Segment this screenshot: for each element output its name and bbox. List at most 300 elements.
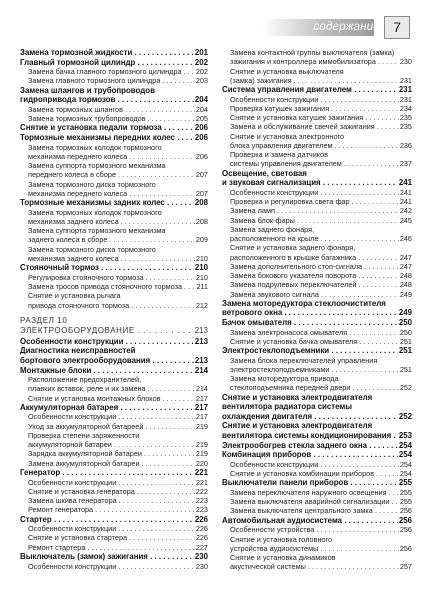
toc-entry-title: Замена выключателя аварийной сигнализации . . . <box>230 497 412 506</box>
toc-entry-title: акустической системы . . . <box>230 562 412 571</box>
toc-entry-title: Особенности конструкции . . . <box>230 460 412 469</box>
toc-entry-title: Диагностика неисправностей <box>20 346 136 356</box>
toc-entry-main <box>20 403 208 413</box>
toc-page-number: 255 <box>399 487 412 497</box>
toc-entry-sub <box>222 290 412 299</box>
toc-entry-sub <box>222 262 412 271</box>
toc-entry-sub <box>20 431 208 440</box>
toc-entry-sub <box>222 122 412 131</box>
toc-entry-title: Снятие и установка электронного <box>230 131 345 141</box>
toc-entry-title: Замена тормозного диска тормозного <box>28 244 156 254</box>
toc-entry-title: Выключатели панели приборов . . . <box>222 478 412 487</box>
toc-page-number: 231 <box>399 94 412 104</box>
toc-entry-title: привода стояночного тормоза . . . <box>28 301 208 310</box>
toc-entry-title: Проверка степени заряженности <box>28 430 140 440</box>
toc-entry-sub <box>20 533 208 542</box>
toc-entry-title: Расположение предохранителей, <box>28 375 142 385</box>
toc-entry-title: Уход за аккумуляторной батареей . . . <box>28 422 208 431</box>
toc-entry-title: Замена электронасоса омывателя . . . <box>230 328 412 337</box>
toc-page-number: 248 <box>399 271 412 281</box>
toc-entry-sub <box>222 374 412 383</box>
toc-page-number: 255 <box>398 478 412 488</box>
toc-page-number: 226 <box>195 524 208 534</box>
toc-page-number: 247 <box>399 261 412 271</box>
toc-entry-sub <box>222 497 412 506</box>
toc-entry-title: Бачок омывателя . . . <box>222 318 412 327</box>
toc-entry-title: Замена бачка главного тормозного цилиндра . . . <box>28 67 208 76</box>
toc-page-number: 217 <box>194 402 208 412</box>
toc-entry-title: Особенности конструкции . . . <box>230 95 412 104</box>
toc-entry-title: Снятие и установка бачка омывателя . . . <box>230 337 412 346</box>
toc-entry-main <box>222 412 412 422</box>
toc-entry-main <box>20 133 208 143</box>
toc-entry-sub <box>20 114 208 123</box>
toc-entry-sub <box>20 226 208 235</box>
page-header <box>0 15 432 40</box>
toc-entry-main <box>222 421 412 431</box>
toc-entry-sub <box>20 394 208 403</box>
toc-entry-sub <box>20 152 208 161</box>
toc-entry-title: Ремонт генератора . . . <box>28 505 208 514</box>
toc-entry-title: Замена главного тормозного цилиндра . . . <box>28 76 208 85</box>
toc-entry-sub <box>222 488 412 497</box>
toc-entry-title: Проверка и регулировка света фар . . . <box>230 197 412 206</box>
toc-entry-sub <box>222 225 412 234</box>
toc-entry-sub <box>20 543 208 552</box>
toc-entry-title: Стартер . . . <box>20 515 208 524</box>
toc-page-number: 213 <box>194 355 208 365</box>
toc-entry-title: механизма переднего колеса . . . <box>28 152 208 161</box>
toc-page-number: 236 <box>399 140 412 150</box>
toc-entry-title: Замена тормозной жидкости . . . <box>20 48 208 57</box>
toc-entry-title: вентилятора радиатора системы <box>222 402 353 412</box>
toc-page-number: 256 <box>399 525 412 535</box>
toc-entry-title: Замена моторедуктора привода <box>230 374 339 384</box>
toc-page-number: 221 <box>195 477 208 487</box>
toc-page-number: 247 <box>399 252 412 262</box>
toc-page-number: 219 <box>195 449 208 459</box>
toc-entry-title: Особенности конструкции . . . <box>230 188 412 197</box>
toc-page-number: 210 <box>194 263 208 273</box>
toc-entry-sub <box>20 161 208 170</box>
toc-entry-sub <box>222 57 412 66</box>
toc-entry-title: Снятие и установка педали тормоза . . . <box>20 123 208 132</box>
toc-entry-title: ЭЛЕКТРООБОРУДОВАНИЕ . . . <box>20 326 208 335</box>
toc-entry-sub <box>222 328 412 337</box>
toc-entry-sub <box>222 159 412 168</box>
toc-entry-title: Снятие и установка генератора . . . <box>28 487 208 496</box>
toc-page-number: 254 <box>399 459 412 469</box>
toc-entry-sub <box>20 291 208 300</box>
section-heading <box>20 326 208 337</box>
toc-entry-sub <box>20 524 208 533</box>
toc-page-number: 249 <box>398 308 412 318</box>
toc-page-number: 253 <box>398 431 412 441</box>
toc-entry-main <box>20 48 208 58</box>
toc-page-number: 241 <box>398 178 412 188</box>
toc-page-number: 231 <box>399 75 412 85</box>
toc-entry-title: ветрового окна . . . <box>222 308 412 317</box>
toc-entry-title: Замена контактной группы выключателя (замка) <box>230 48 395 57</box>
toc-entry-sub <box>20 235 208 244</box>
toc-entry-title: Особенности конструкции . . . <box>28 412 208 421</box>
toc-entry-main <box>222 450 412 460</box>
toc-entry-sub <box>20 375 208 384</box>
toc-page-number: 250 <box>398 317 412 327</box>
toc-entry-sub <box>20 245 208 254</box>
toc-entry-main <box>222 178 412 188</box>
toc-page-number: 209 <box>195 235 208 245</box>
toc-entry-title: Замена тормозных колодок тормозного <box>28 207 162 217</box>
toc-entry-title: Электростеклоподъемники . . . <box>222 346 412 355</box>
toc-entry-sub <box>222 253 412 262</box>
toc-page-number: 212 <box>195 300 208 310</box>
toc-entry-title: расположенного на крыле . . . <box>230 234 412 243</box>
toc-entry-title: Замена и обслуживание свечей зажигания . . . <box>230 122 412 131</box>
toc-page-number: 231 <box>398 85 412 94</box>
toc-entry-sub <box>20 217 208 226</box>
toc-entry-title: Замена выключателя центрального замка . . . <box>230 506 412 515</box>
toc-page-number: 201 <box>194 48 208 57</box>
toc-entry-title: Стояночный тормоз . . . <box>20 263 208 272</box>
toc-entry-sub <box>20 273 208 282</box>
toc-entry-sub <box>222 150 412 159</box>
toc-entry-main <box>222 393 412 403</box>
toc-entry-title: Снятие и установка головного <box>230 534 333 544</box>
toc-entry-main <box>222 431 412 441</box>
toc-entry-sub <box>222 104 412 113</box>
toc-right-column <box>222 48 412 572</box>
toc-entry-sub <box>222 67 412 76</box>
toc-entry-sub <box>20 105 208 114</box>
toc-entry-title: Проверка и замена датчиков <box>230 150 328 160</box>
toc-entry-title: Освещение, световая <box>222 168 307 178</box>
toc-entry-title: стеклоподъемника передней двери . . . <box>230 383 412 392</box>
toc-entry-title: Особенности конструкции . . . <box>28 562 208 571</box>
toc-entry-sub <box>222 243 412 252</box>
toc-page-number: 221 <box>194 467 208 477</box>
toc-entry-title: (замка) зажигания . . . <box>230 76 412 85</box>
toc-entry-title: охлаждения двигателя . . . <box>222 412 412 421</box>
toc-page-number: 211 <box>196 282 208 291</box>
toc-entry-main <box>222 169 412 179</box>
toc-page-number: 210 <box>195 272 208 282</box>
toc-page-number: 230 <box>194 551 208 561</box>
toc-entry-sub <box>222 469 412 478</box>
toc-entry-sub <box>222 76 412 85</box>
toc-entry-main <box>20 263 208 273</box>
toc-entry-title: Замена тормозных шлангов . . . <box>28 105 208 114</box>
toc-entry-sub <box>20 422 208 431</box>
toc-entry-sub <box>20 282 208 291</box>
toc-page-number: 226 <box>194 514 208 524</box>
toc-entry-title: Замена аккумуляторной батареи . . . <box>28 459 208 468</box>
toc-entry-sub <box>222 141 412 150</box>
toc-page-number: 203 <box>195 76 208 86</box>
toc-entry-sub <box>20 208 208 217</box>
toc-entry-title: Монтажные блоки . . . <box>20 366 208 375</box>
toc-page-number: 250 <box>399 327 412 337</box>
toc-entry-main <box>222 346 412 356</box>
toc-entry-title: вентилятора системы кондиционирования . . . <box>222 431 412 440</box>
toc-page-number: 254 <box>398 440 412 450</box>
toc-entry-title: Замена тормозного диска тормозного <box>28 179 156 189</box>
toc-page-number: 206 <box>195 151 208 161</box>
toc-entry-title: Замена тросов привода стояночного тормоза . . . <box>28 282 208 291</box>
toc-entry-title: Замена суппорта тормозного механизма <box>28 161 166 171</box>
toc-page-number: 252 <box>398 411 412 421</box>
toc-page-number: 222 <box>195 486 208 496</box>
header-title: содержание <box>313 21 380 33</box>
toc-page-number: 249 <box>399 289 412 299</box>
toc-entry-title: плавких вставок, реле и их замена . . . <box>28 384 208 393</box>
toc-entry-main <box>222 318 412 328</box>
toc-page-number: 213 <box>194 326 208 336</box>
toc-entry-title: Ремонт стартера . . . <box>28 543 208 552</box>
toc-entry-title: Проверка катушек зажигания . . . <box>230 104 412 113</box>
toc-entry-main <box>222 308 412 318</box>
toc-entry-title: Система управления двигателем . . . <box>222 85 412 94</box>
toc-page-number: 207 <box>195 170 208 180</box>
toc-entry-title: Замена бокового указателя поворота . . . <box>230 271 412 280</box>
toc-entry-sub <box>222 113 412 122</box>
toc-entry-sub <box>222 356 412 365</box>
toc-page-number: 242 <box>399 206 412 216</box>
toc-entry-title: Замена блок-фары . . . <box>230 216 412 225</box>
toc-entry-sub <box>20 170 208 179</box>
toc-entry-sub <box>222 197 412 206</box>
toc-entry-title: Снятие и установка комбинации приборов . . . <box>230 469 412 478</box>
toc-entry-sub <box>222 188 412 197</box>
toc-entry-title: Замена заднего фонаря, <box>230 224 315 234</box>
toc-entry-main <box>20 366 208 376</box>
toc-entry-title: и звуковая сигнализация . . . <box>222 178 412 187</box>
toc-page-number: 208 <box>195 216 208 226</box>
toc-entry-title: Замена шлангов и трубопроводов <box>20 85 155 95</box>
toc-entry-title: Замена подрулевых переключателей . . . <box>230 280 412 289</box>
toc-entry-sub <box>20 189 208 198</box>
toc-entry-sub <box>20 412 208 421</box>
toc-entry-sub <box>222 271 412 280</box>
toc-entry-main <box>20 86 208 96</box>
toc-entry-title: Замена переключателя наружного освещения . . . <box>230 488 412 497</box>
toc-entry-sub <box>222 216 412 225</box>
toc-entry-title: РАЗДЕЛ 10 <box>20 315 68 325</box>
toc-entry-title: Снятие и установка электродвигателя <box>222 392 373 402</box>
toc-page-number: 208 <box>194 198 208 208</box>
toc-entry-title: Особенности устройства . . . <box>230 525 412 534</box>
toc-entry-sub <box>222 234 412 243</box>
toc-entry-sub <box>222 337 412 346</box>
toc-page-number: 219 <box>195 440 208 450</box>
toc-entry-main <box>222 441 412 451</box>
toc-entry-title: Электрообогрев стекла заднего окна . . . <box>222 441 412 450</box>
toc-entry-sub <box>222 365 412 374</box>
toc-entry-main <box>20 95 208 105</box>
toc-entry-sub <box>222 206 412 215</box>
toc-entry-main <box>20 58 208 68</box>
toc-page-number: 252 <box>399 383 412 393</box>
toc-entry-sub <box>20 180 208 189</box>
toc-entry-sub <box>222 280 412 289</box>
toc-entry-title: Замена тормозных колодок тормозного <box>28 142 162 152</box>
toc-page-number: 217 <box>195 393 208 403</box>
toc-entry-main <box>20 515 208 525</box>
toc-entry-title: заднего колеса в сборе . . . <box>28 235 208 244</box>
toc-page-number: 245 <box>399 215 412 225</box>
toc-entry-title: Снятие и установка рычага <box>28 291 121 301</box>
toc-entry-main <box>222 516 412 526</box>
toc-entry-sub <box>20 143 208 152</box>
toc-page-number: 235 <box>399 122 412 132</box>
toc-page-number: 223 <box>195 505 208 515</box>
toc-page-number: 257 <box>399 562 412 572</box>
toc-entry-title: устройства аудиосистемы . . . <box>230 544 412 553</box>
section-heading <box>20 316 208 327</box>
toc-entry-title: Замена суппорта тормозного механизма <box>28 226 166 236</box>
toc-entry-title: Снятие и установка выключателя <box>230 66 344 76</box>
toc-entry-title: Комбинация приборов . . . <box>222 450 412 459</box>
toc-entry-title: гидропривода тормозов . . . <box>20 95 208 104</box>
toc-page-number: 226 <box>195 533 208 543</box>
toc-entry-title: Тормозные механизмы задних колес . . . <box>20 198 208 207</box>
toc-entry-sub <box>222 535 412 544</box>
toc-entry-title: Снятие и установка электродвигателя <box>222 421 373 431</box>
toc-page-number: 204 <box>195 104 208 114</box>
toc-entry-main <box>20 552 208 562</box>
toc-entry-sub <box>20 301 208 310</box>
toc-entry-sub <box>222 562 412 571</box>
toc-entry-title: Замена блока переключателей управления <box>230 355 378 365</box>
toc-entry-sub <box>222 553 412 562</box>
toc-entry-title: бортового электрооборудования . . . <box>20 356 208 365</box>
toc-entry-sub <box>20 478 208 487</box>
toc-entry-main <box>20 356 208 366</box>
toc-page-number: 230 <box>399 57 412 67</box>
toc-entry-main <box>222 402 412 412</box>
toc-entry-main <box>20 337 208 347</box>
toc-entry-sub <box>222 506 412 515</box>
toc-entry-sub <box>20 459 208 468</box>
toc-page-number: 255 <box>399 497 412 507</box>
toc-entry-main <box>20 346 208 356</box>
toc-page-number: 202 <box>195 67 208 77</box>
toc-page-number: 206 <box>194 123 208 133</box>
toc-page-number: 235 <box>399 113 412 123</box>
toc-page-number: 251 <box>399 364 412 374</box>
toc-entry-title: механизма переднего колеса . . . <box>28 189 208 198</box>
toc-page-number: 254 <box>398 450 412 460</box>
toc-entry-sub <box>20 496 208 505</box>
toc-entry-main <box>20 198 208 208</box>
toc-entry-title: переднего колеса в сборе . . . <box>28 170 208 179</box>
toc-entry-sub <box>222 383 412 392</box>
toc-entry-title: Тормозные механизмы передних колес . . . <box>20 133 208 142</box>
toc-entry-sub <box>222 525 412 534</box>
toc-left-column <box>20 48 208 571</box>
toc-entry-title: Главный тормозной цилиндр . . . <box>20 58 208 67</box>
toc-entry-sub <box>20 254 208 263</box>
toc-entry-title: аккумуляторной батареи . . . <box>28 440 208 449</box>
toc-entry-title: Снятие и установка катушек зажигания . . . <box>230 113 412 122</box>
toc-entry-title: зажигания и контроллера иммобилизатора . . . <box>230 57 412 66</box>
toc-entry-sub <box>20 505 208 514</box>
toc-entry-sub <box>222 132 412 141</box>
toc-entry-title: системы управления двигателем . . . <box>230 159 412 168</box>
toc-entry-title: Замена шкива генератора . . . <box>28 496 208 505</box>
toc-entry-title: электростеклоподъемниками . . . <box>230 365 412 374</box>
toc-entry-title: механизма заднего колеса . . . <box>28 217 208 226</box>
toc-page-number: 204 <box>194 95 208 105</box>
toc-page-number: 256 <box>398 515 412 525</box>
toc-entry-title: Снятие и установка монтажных блоков . . . <box>28 394 208 403</box>
toc-page-number: 223 <box>195 496 208 506</box>
toc-page-number: 214 <box>195 384 208 394</box>
toc-page-number: 206 <box>194 132 208 142</box>
toc-entry-title: Особенности конструкции . . . <box>20 337 208 346</box>
toc-entry-main <box>20 468 208 478</box>
toc-entry-main <box>20 123 208 133</box>
toc-entry-title: Снятие и установка динамиков <box>230 553 336 562</box>
toc-page-number: 220 <box>195 458 208 468</box>
toc-page-number: 214 <box>194 365 208 375</box>
toc-entry-sub <box>222 95 412 104</box>
toc-entry-main <box>222 85 412 95</box>
toc-entry-title: Аккумуляторная батарея . . . <box>20 403 208 412</box>
toc-page-number: 210 <box>195 253 208 263</box>
toc-entry-title: Генератор . . . <box>20 468 208 477</box>
toc-entry-title: Автомобильная аудиосистема . . . <box>222 516 412 525</box>
toc-entry-title: расположенного в крышке багажника . . . <box>230 253 412 262</box>
toc-entry-title: Снятие и установка заднего фонаря, <box>230 243 356 253</box>
toc-page-number: 256 <box>399 506 412 516</box>
toc-entry-title: Замена моторедуктора стеклоочистителя <box>222 298 386 308</box>
toc-page-number: 251 <box>399 336 412 346</box>
toc-entry-sub <box>20 449 208 458</box>
page-number: 7 <box>384 16 410 39</box>
toc-page-number: 246 <box>399 234 412 244</box>
toc-entry-sub <box>222 48 412 57</box>
toc-entry-main <box>222 478 412 488</box>
toc-entry-title: Замена звукового сигнала . . . <box>230 290 412 299</box>
toc-page-number: 254 <box>399 469 412 479</box>
toc-entry-sub <box>20 67 208 76</box>
toc-page-number: 237 <box>399 159 412 169</box>
toc-entry-title: механизма заднего колеса . . . <box>28 254 208 263</box>
toc-page-number: 227 <box>195 542 208 552</box>
toc-entry-title: блока управления двигателем . . . <box>230 141 412 150</box>
toc-page-number: 217 <box>195 412 208 422</box>
toc-entry-sub <box>20 440 208 449</box>
toc-page-number: 241 <box>399 197 412 207</box>
toc-entry-title: Выключатель (замок) зажигания . . . <box>20 552 208 561</box>
toc-page-number: 205 <box>195 114 208 124</box>
toc-entry-sub <box>222 544 412 553</box>
toc-entry-main <box>222 299 412 309</box>
toc-entry-title: Зарядка аккумуляторной батареи . . . <box>28 449 208 458</box>
toc-entry-sub <box>20 384 208 393</box>
toc-entry-title: Снятие и установка стартера . . . <box>28 533 208 542</box>
toc-page-number: 248 <box>399 280 412 290</box>
toc-entry-sub <box>20 76 208 85</box>
toc-entry-title: Замена тормозных трубопроводов . . . <box>28 114 208 123</box>
toc-entry-sub <box>20 487 208 496</box>
toc-entry-title: Особенности конструкции . . . <box>28 524 208 533</box>
toc-page-number: 202 <box>194 57 208 67</box>
toc-page-number: 207 <box>195 188 208 198</box>
toc-entry-sub <box>20 562 208 571</box>
toc-entry-title: Особенности конструкции . . . <box>28 478 208 487</box>
